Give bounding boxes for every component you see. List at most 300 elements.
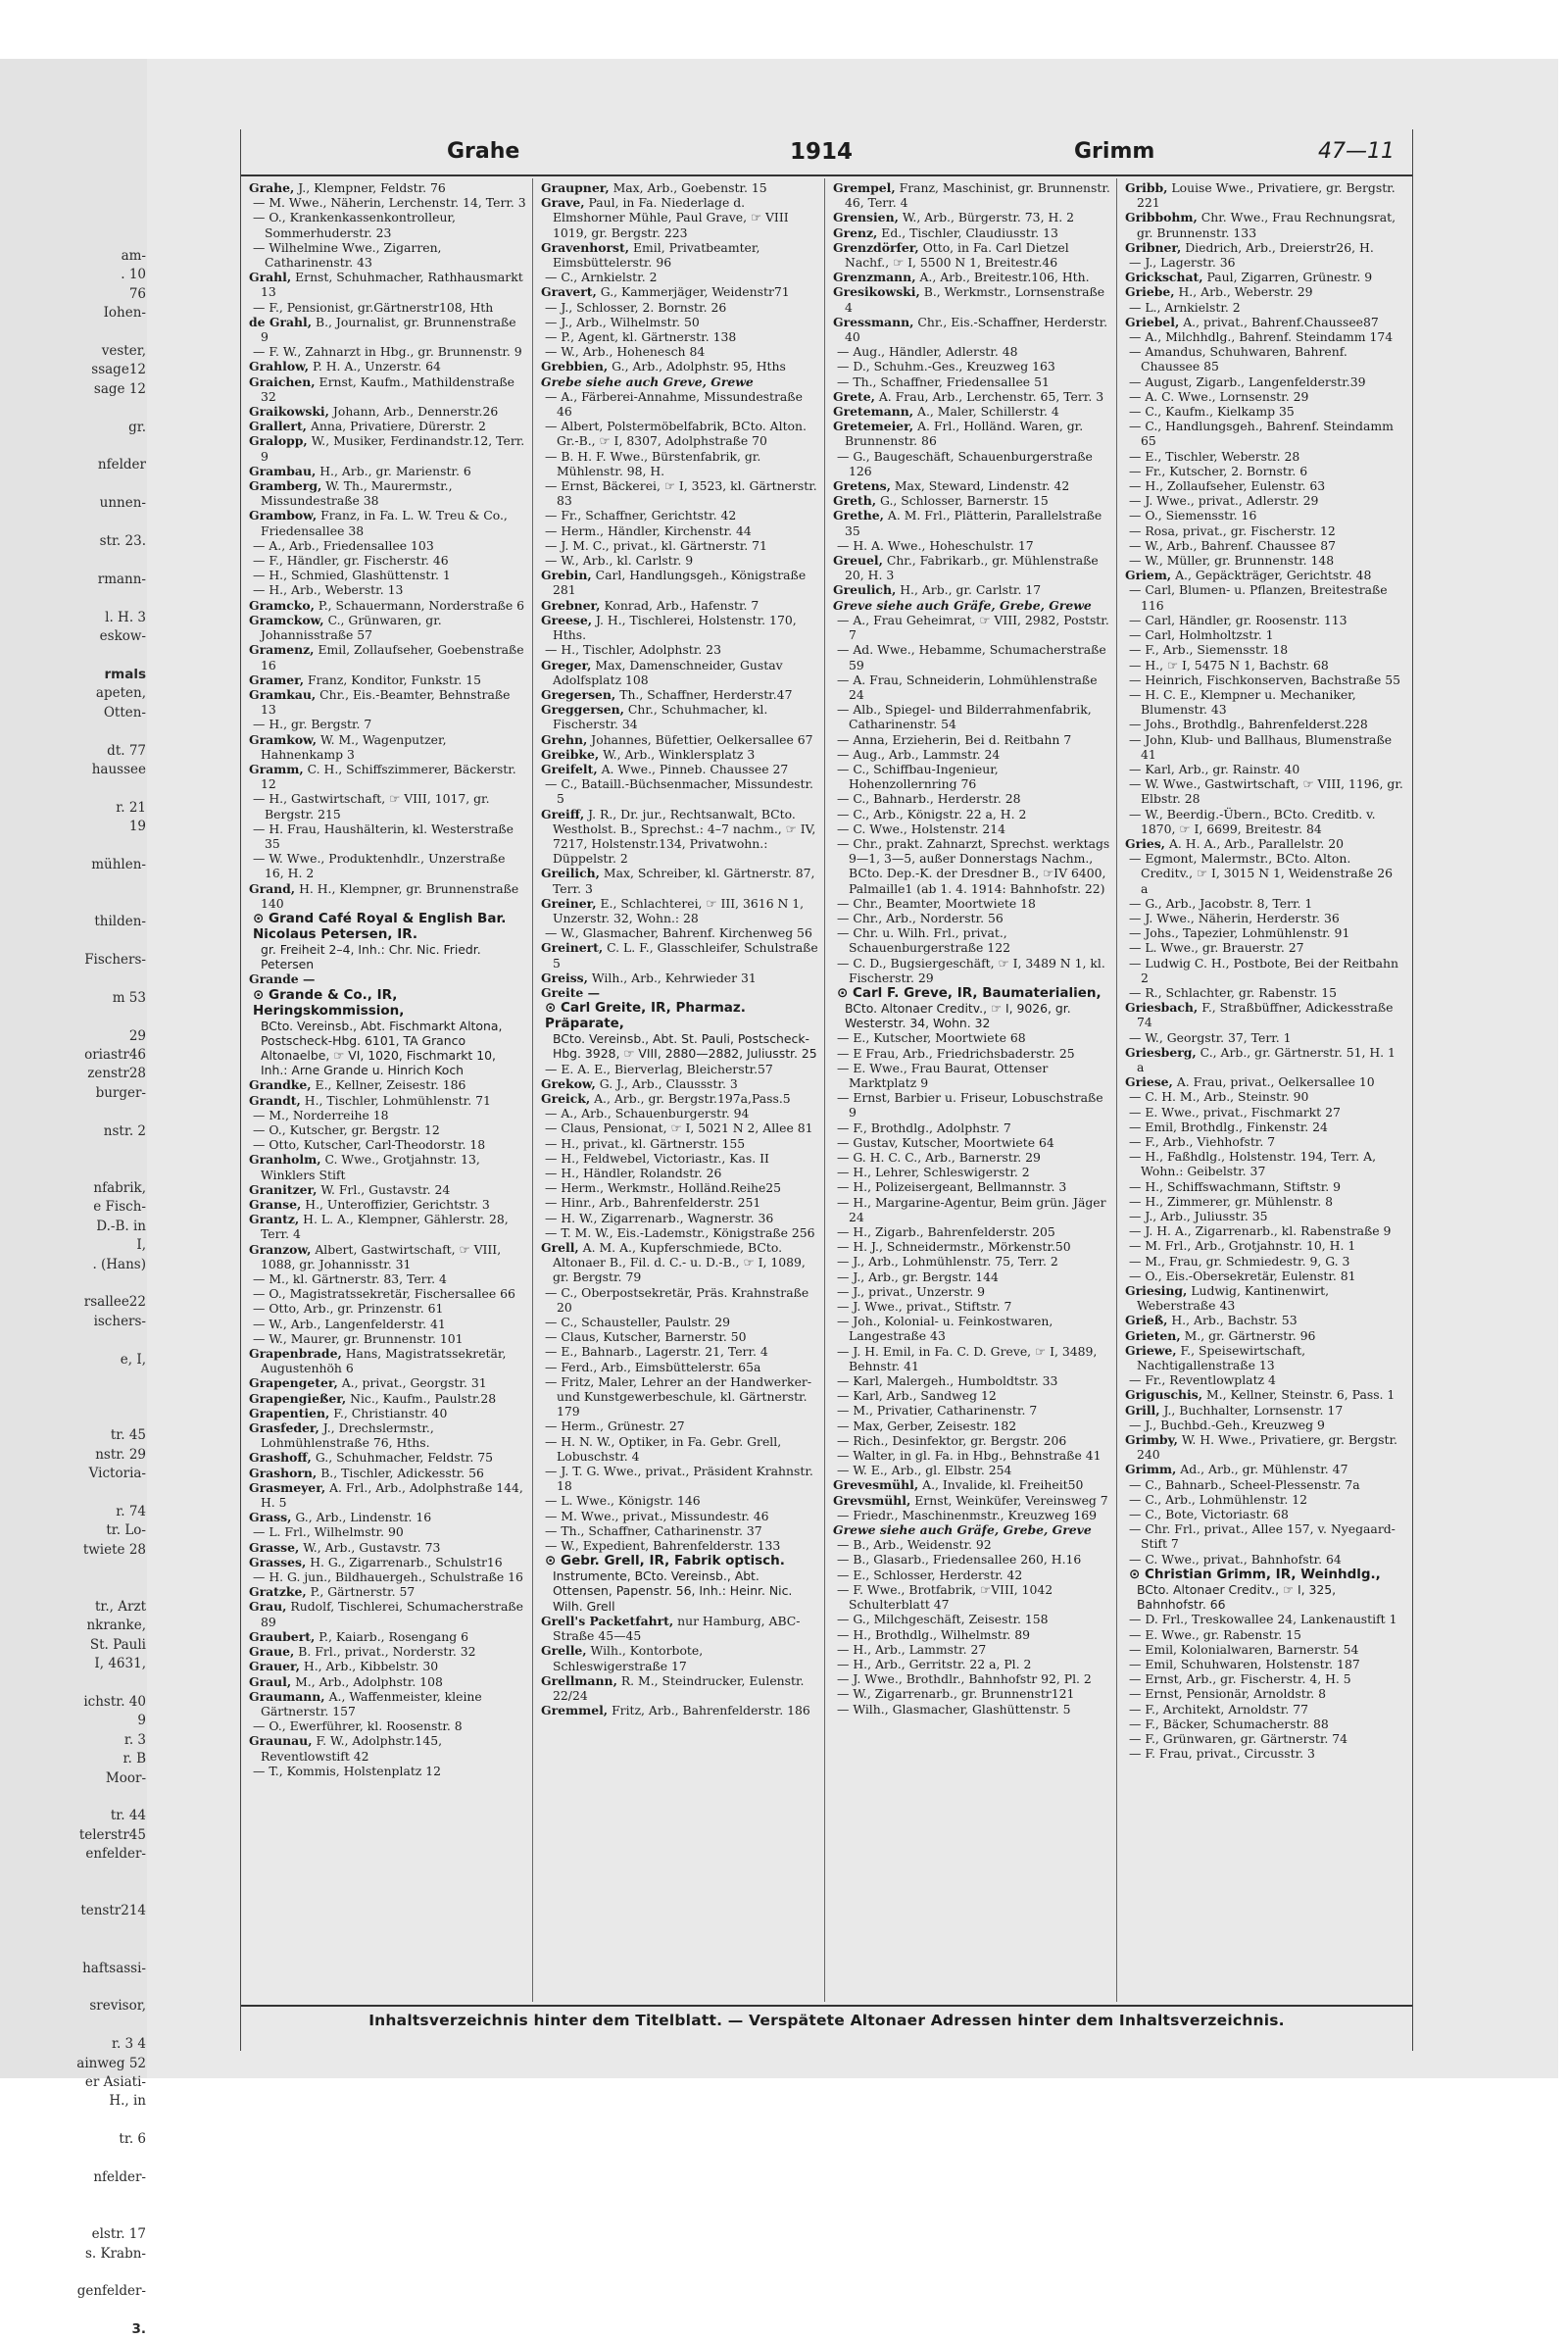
entry-details: G., Schlosser, Barnerstr. 15 — [876, 493, 1049, 509]
directory-entry — [541, 1151, 818, 1166]
directory-entry — [249, 1450, 526, 1465]
entry-details: — L., Arnkielstr. 2 — [1129, 299, 1241, 315]
entry-details: A. Frl., Holländ. Waren, gr. Brunnenstr. 86 — [845, 419, 1084, 449]
directory-entry — [541, 1673, 818, 1703]
directory-entry — [541, 1031, 818, 1061]
directory-entry — [1125, 1477, 1403, 1492]
entry-details: — H., Feldwebel, Victoriastr., Kas. II — [545, 1150, 769, 1166]
entry-details: — F., Arb., Siemensstr. 18 — [1129, 642, 1289, 658]
directory-entry — [833, 449, 1110, 478]
entry-details: — H. C. E., Klempner u. Mechaniker, Blumenstr. 43 — [1129, 686, 1356, 718]
directory-entry — [541, 1211, 818, 1225]
directory-entry — [541, 940, 818, 970]
directory-entry — [833, 911, 1110, 925]
entry-details: — H., Zollaufseher, Eulenstr. 63 — [1129, 478, 1326, 494]
strip-text-fragment: dt. 77 — [107, 742, 146, 759]
entry-surname: Greick, — [541, 1090, 591, 1106]
directory-entry — [541, 1703, 818, 1718]
entry-details: B. Frl., privat., Norderstr. 32 — [294, 1644, 476, 1660]
strip-text-fragment — [0, 1274, 154, 1293]
directory-entry — [249, 1137, 526, 1152]
entry-details: — H. A. Wwe., Hoheschulstr. 17 — [837, 537, 1034, 553]
directory-entry — [833, 1508, 1110, 1522]
directory-entry — [833, 478, 1110, 493]
strip-text-fragment: tenstr214 — [80, 1903, 146, 1919]
strip-text-fragment — [0, 1388, 154, 1407]
directory-entry — [541, 270, 818, 284]
directory-entry — [541, 642, 818, 657]
directory-entry — [249, 538, 526, 553]
entry-details: — W. Wwe., Produktenhdlr., Unzerstraße 16, H. 2 — [253, 851, 506, 881]
entry-details: — J. Wwe., Brothdlr., Bahnhofstr 92, Pl. 2 — [837, 1671, 1092, 1687]
directory-entry — [833, 389, 1110, 404]
entry-surname: Graunau, — [249, 1733, 313, 1749]
directory-entry — [1125, 1149, 1403, 1178]
entry-details: — Anna, Erzieherin, Bei d. Reitbahn 7 — [837, 731, 1072, 747]
directory-entry — [833, 1642, 1110, 1657]
directory-entry — [249, 1569, 526, 1584]
entry-surname: Grasse, — [249, 1539, 300, 1555]
entry-details: — W., Müller, gr. Brunnenstr. 148 — [1129, 553, 1335, 569]
entry-details: — H., Arb., Gerritstr. 22 a, Pl. 2 — [837, 1656, 1032, 1671]
directory-entry — [1125, 1387, 1403, 1402]
directory-entry — [833, 1388, 1110, 1403]
entry-details: — H., Brothdlg., Wilhelmstr. 89 — [837, 1626, 1031, 1642]
entry-details: — Albert, Polstermöbelfabrik, BCto. Alton. Gr.-B., ☞ I, 8307, Adolphstraße 70 — [545, 419, 807, 449]
directory-entry — [249, 1510, 526, 1524]
directory-entry — [249, 987, 526, 1019]
directory-entry — [833, 1552, 1110, 1567]
strip-text-fragment: H., in — [109, 2093, 146, 2110]
strip-text-fragment — [0, 2264, 154, 2282]
directory-entry — [249, 672, 526, 687]
strip-text-fragment: er Asiati- — [84, 2074, 146, 2090]
entry-details: Chr., Eis.-Beamter, Behnstraße 13 — [261, 686, 511, 718]
directory-entry — [1125, 1328, 1403, 1343]
directory-entry — [249, 613, 526, 642]
entry-details: — August, Zigarb., Langenfelderstr.39 — [1129, 373, 1366, 389]
entry-details: — Rosa, privat., gr. Fischerstr. 12 — [1129, 523, 1336, 538]
entry-surname: Gravenhorst, — [541, 239, 630, 255]
directory-entry — [249, 851, 526, 880]
entry-details: — Walter, in gl. Fa. in Hbg., Behnstraße 41 — [837, 1448, 1102, 1464]
entry-surname: Grevesmühl, — [833, 1477, 919, 1493]
directory-entry — [833, 225, 1110, 240]
directory-entry — [833, 985, 1110, 1001]
strip-text-fragment: . (Hans) — [92, 1256, 146, 1272]
directory-entry — [833, 1373, 1110, 1388]
directory-entry — [1125, 896, 1403, 911]
directory-entry — [541, 1240, 818, 1285]
directory-entry — [249, 1197, 526, 1212]
strip-text-fragment — [0, 1369, 154, 1388]
entry-details: — Fritz, Maler, Lehrer an der Handwerker- und Kunstgewerbeschule, kl. Gärtnerstr. 179 — [545, 1373, 812, 1419]
entry-details: — C. H. M., Arb., Steinstr. 90 — [1129, 1089, 1309, 1105]
entry-surname: Gravert, — [541, 284, 597, 300]
strip-text-fragment: tr. 45 — [110, 1427, 146, 1444]
entry-details: — Amandus, Schuhwaren, Bahrenf. Chaussee 85 — [1129, 344, 1348, 374]
entry-details: — F. Wwe., Brotfabrik, ☞VIII, 1042 Schulterblatt 47 — [837, 1581, 1054, 1613]
directory-entry — [1125, 1746, 1403, 1761]
entry-surname: Grill, — [1125, 1402, 1160, 1418]
directory-entry — [541, 1285, 818, 1315]
entry-details: Otto, in Fa. Carl Dietzel Nachf., ☞ I, 5500 N 1, Breitestr.46 — [845, 239, 1069, 271]
entry-details: Emil, Zollaufseher, Goebenstraße 16 — [261, 642, 524, 672]
entry-surname: Graichen, — [249, 373, 316, 389]
directory-entry — [833, 1090, 1110, 1120]
entry-details: G., Schuhmacher, Feldstr. 75 — [311, 1450, 493, 1466]
entry-details: Rudolf, Tischlerei, Schumacherstraße 89 — [261, 1599, 523, 1629]
strip-text-fragment — [0, 437, 154, 456]
directory-entry — [833, 732, 1110, 747]
entry-details: — Johs., Brothdlg., Bahrenfelderst.228 — [1129, 717, 1368, 732]
directory-entry — [1125, 315, 1403, 329]
directory-entry — [1125, 419, 1403, 448]
directory-entry — [833, 1195, 1110, 1224]
entry-surname: Grebbien, — [541, 359, 609, 374]
entry-surname: Grande — — [249, 971, 316, 987]
directory-entry — [249, 478, 526, 508]
entry-details: — C., Bahnarb., Scheel-Plessenstr. 7a — [1129, 1476, 1360, 1492]
entry-surname: Greth, — [833, 493, 877, 509]
entry-surname: Greiff, — [541, 806, 585, 821]
entry-details: J., Buchhalter, Lornsenstr. 17 — [1159, 1402, 1344, 1418]
entry-details: — F. W., Zahnarzt in Hbg., gr. Brunnenstr. 9 — [253, 344, 522, 360]
entry-surname: Graumann, — [249, 1688, 325, 1704]
directory-entry — [541, 762, 818, 776]
strip-text-fragment: rmann- — [97, 571, 146, 587]
entry-details: — H. G. jun., Bildhauergeh., Schulstraße 16 — [253, 1569, 523, 1585]
directory-entry — [1125, 1432, 1403, 1462]
directory-entry — [249, 942, 526, 971]
entry-surname: Gramm, — [249, 761, 304, 776]
directory-entry — [1125, 1313, 1403, 1327]
directory-entry — [249, 433, 526, 463]
directory-entry — [833, 1239, 1110, 1254]
strip-text-fragment — [0, 1483, 154, 1502]
entry-details: — H., Schiffswachmann, Stiftstr. 9 — [1129, 1178, 1342, 1194]
page-header — [241, 129, 1412, 176]
entry-surname: Grenz, — [833, 224, 878, 240]
entry-details: — W., Maurer, gr. Brunnenstr. 101 — [253, 1330, 464, 1346]
entry-details: A. Wwe., Pinneb. Chaussee 27 — [597, 761, 789, 776]
column-3 — [825, 178, 1117, 2002]
entry-details: — Alb., Spiegel- und Bilderrahmenfabrik, Catharinenstr. 54 — [837, 702, 1092, 732]
entry-surname: Griebe, — [1125, 284, 1175, 300]
directory-entry — [1125, 1552, 1403, 1567]
entry-details: — F. Frau, privat., Circusstr. 3 — [1129, 1746, 1315, 1762]
entry-details: — M. Frl., Arb., Grotjahnstr. 10, H. 1 — [1129, 1238, 1356, 1254]
column-1 — [241, 178, 533, 2002]
strip-text-fragment: r. 21 — [116, 799, 146, 816]
directory-entry — [541, 240, 818, 270]
strip-text-fragment — [0, 932, 154, 951]
entry-surname: Grellmann, — [541, 1672, 617, 1688]
directory-entry — [833, 896, 1110, 911]
directory-entry — [833, 598, 1110, 613]
directory-entry — [1125, 1254, 1403, 1269]
strip-text-fragment: 3. — [131, 2321, 146, 2338]
entry-details: A., privat., Bahrenf.Chaussee87 — [1179, 314, 1379, 329]
directory-entry — [1125, 1418, 1403, 1432]
entry-details: — H. W., Zigarrenarb., Wagnerstr. 36 — [545, 1210, 774, 1225]
entry-details: — Hinr., Arb., Bahrenfelderstr. 251 — [545, 1195, 761, 1211]
directory-entry — [1125, 1462, 1403, 1476]
entry-details: F., Straßbüffner, Adickesstraße 74 — [1137, 1000, 1394, 1030]
entry-details: A., Arb., gr. Bergstr.197a,Pass.5 — [590, 1090, 791, 1106]
entry-surname: Granitzer, — [249, 1181, 318, 1197]
header-last-entry: Grimm — [1074, 139, 1155, 164]
strip-text-fragment: 76 — [128, 285, 146, 302]
directory-entry — [541, 538, 818, 553]
directory-entry — [249, 1718, 526, 1733]
directory-entry — [249, 1420, 526, 1450]
directory-entry — [541, 1419, 818, 1433]
strip-text-fragment: haftsassi- — [82, 1960, 146, 1976]
entry-details: F., Christianstr. 40 — [329, 1405, 448, 1420]
entry-surname: Grapengießer, — [249, 1390, 347, 1406]
directory-entry — [249, 359, 526, 373]
entry-details: — Otto, Kutscher, Carl-Theodorstr. 18 — [253, 1137, 486, 1153]
directory-entry — [249, 881, 526, 911]
directory-entry — [1125, 925, 1403, 940]
entry-surname: Gretemann, — [833, 404, 914, 420]
entry-surname: Grau, — [249, 1599, 287, 1615]
directory-entry — [833, 1001, 1110, 1030]
directory-entry — [249, 1331, 526, 1346]
entry-details: — Wilhelmine Wwe., Zigarren, Catharinenstr. 43 — [253, 239, 442, 271]
strip-text-fragment: enfelder- — [85, 1846, 146, 1863]
entry-details: — F., Brothdlg., Adolphstr. 7 — [837, 1120, 1011, 1135]
directory-entry — [541, 359, 818, 373]
entry-details: — A., Milchhdlg., Bahrenf. Steindamm 174 — [1129, 329, 1394, 345]
directory-entry — [1125, 985, 1403, 1000]
entry-details: — A. C. Wwe., Lornsenstr. 29 — [1129, 388, 1309, 404]
entry-details: BCto. Vereinsb., Abt. St. Pauli, Postscheck-Hbg. 3928, ☞ VIII, 2880—2882, Juliusstr. 25 — [553, 1031, 817, 1062]
entry-details: — P., Agent, kl. Gärtnerstr. 138 — [545, 329, 737, 345]
entry-surname: Gries, — [1125, 835, 1165, 851]
directory-entry — [541, 1225, 818, 1240]
directory-entry — [1125, 300, 1403, 315]
directory-entry — [833, 702, 1110, 731]
entry-details: Ernst, Weinküfer, Vereinsweg 7 — [910, 1492, 1108, 1508]
directory-entry — [541, 419, 818, 448]
entry-details: G., Kammerjäger, Weidenstr71 — [596, 284, 790, 300]
directory-entry — [249, 1182, 526, 1197]
entry-details: Chr., Schuhmacher, kl. Fischerstr. 34 — [553, 702, 768, 732]
entry-surname: de Grahl, — [249, 314, 313, 329]
directory-entry — [1125, 1372, 1403, 1387]
directory-entry — [833, 240, 1110, 270]
entry-details: — C., Bahnarb., Herderstr. 28 — [837, 791, 1021, 807]
directory-entry — [249, 791, 526, 821]
directory-entry — [833, 1120, 1110, 1135]
entry-details: — W., Arb., kl. Carlstr. 9 — [545, 553, 694, 569]
directory-entry — [1125, 1702, 1403, 1717]
directory-entry — [833, 1179, 1110, 1194]
directory-entry — [1125, 374, 1403, 389]
directory-entry — [541, 1195, 818, 1210]
directory-entry — [833, 613, 1110, 642]
entry-details: — J. H. A., Zigarrenarb., kl. Rabenstraße 9 — [1129, 1223, 1392, 1239]
directory-entry — [249, 508, 526, 537]
entry-details: — C., Arnkielstr. 2 — [545, 270, 658, 285]
directory-entry — [541, 896, 818, 925]
directory-entry — [249, 1689, 526, 1718]
entry-details: — E., Schlosser, Herderstr. 42 — [837, 1567, 1023, 1582]
strip-text-fragment: r. 3 — [123, 1731, 146, 1748]
entry-details: — Chr. u. Wilh. Frl., privat., Schauenburgerstraße 122 — [837, 925, 1010, 956]
entry-details: — Ernst, Pensionär, Arnoldstr. 8 — [1129, 1686, 1327, 1702]
strip-text-fragment: vester, — [101, 343, 146, 360]
entry-details: — Emil, Schuhwaren, Holstenstr. 187 — [1129, 1656, 1360, 1671]
entry-surname: Gralopp, — [249, 433, 308, 449]
entry-details: — W., Glasmacher, Bahrenf. Kirchenweg 56 — [545, 925, 812, 941]
entry-surname: Greite — — [541, 984, 601, 1000]
entry-details: C. Wwe., Grotjahnstr. 13, Winklers Stift — [261, 1152, 480, 1182]
directory-entry — [249, 374, 526, 404]
directory-entry — [541, 1091, 818, 1106]
directory-entry — [1125, 956, 1403, 985]
directory-entry — [249, 1152, 526, 1181]
strip-text-fragment — [0, 874, 154, 893]
directory-entry — [833, 1030, 1110, 1045]
directory-entry — [541, 747, 818, 762]
entry-details: — J., Arb., Wilhelmstr. 50 — [545, 314, 700, 329]
directory-entry — [541, 1538, 818, 1553]
directory-entry — [1125, 553, 1403, 568]
entry-details: — Otto, Arb., gr. Prinzenstr. 61 — [253, 1301, 444, 1317]
entry-details: — M. Wwe., privat., Missundestr. 46 — [545, 1508, 769, 1523]
directory-entry — [833, 1612, 1110, 1626]
entry-details: P., Schauermann, Norderstraße 6 — [314, 597, 525, 613]
entry-details: — O., Kutscher, gr. Bergstr. 12 — [253, 1121, 440, 1137]
directory-entry — [1125, 807, 1403, 836]
entry-details: Franz, in Fa. L. W. Treu & Co., Friedensallee 38 — [261, 508, 508, 538]
entry-details: — O., Krankenkassenkontrolleur, Sommerhuderstr. 23 — [253, 210, 456, 240]
entry-details: nur Hamburg, ABC-Straße 45—45 — [553, 1613, 801, 1644]
entry-details: W. H. Wwe., Privatiere, gr. Bergstr. 240 — [1137, 1432, 1397, 1463]
directory-entry — [249, 1286, 526, 1301]
entry-details: — Fr., Schaffner, Gerichtstr. 42 — [545, 508, 737, 523]
directory-entry — [249, 1674, 526, 1689]
directory-entry — [833, 553, 1110, 582]
entry-details: H., Arb., Weberstr. 29 — [1174, 284, 1313, 300]
directory-entry — [541, 971, 818, 985]
entry-details: — Fr., Kutscher, 2. Bornstr. 6 — [1129, 463, 1308, 478]
directory-entry — [1125, 1657, 1403, 1671]
entry-details: — Aug., Arb., Lammstr. 24 — [837, 746, 1001, 762]
strip-text-fragment: 9 — [137, 1713, 146, 1729]
directory-entry — [249, 762, 526, 791]
strip-text-fragment: tr., Arzt — [94, 1598, 146, 1615]
directory-entry — [249, 598, 526, 613]
entry-details: — W., Beerdig.-Übern., BCto. Creditb. v. 1870, ☞ I, 6699, Breitestr. 84 — [1129, 806, 1376, 836]
entry-details: — Ferd., Arb., Eimsbüttelerstr. 65a — [545, 1359, 761, 1374]
entry-details: B., Tischler, Adickesstr. 56 — [317, 1465, 484, 1480]
entry-details: — Emil, Kolonialwaren, Barnerstr. 54 — [1129, 1641, 1359, 1657]
directory-entry — [541, 568, 818, 597]
entry-details: — J., privat., Unzerstr. 9 — [837, 1283, 986, 1299]
entry-details: — J., Buchbd.-Geh., Kreuzweg 9 — [1129, 1417, 1325, 1432]
directory-entry — [833, 925, 1110, 955]
entry-details: H., Arb., Kibbelstr. 30 — [299, 1659, 439, 1674]
entry-details: — O., Magistratssekretär, Fischersallee 66 — [253, 1286, 515, 1302]
page-frame — [240, 129, 1413, 2051]
directory-entry — [249, 1733, 526, 1763]
entry-details: — B. H. F. Wwe., Bürstenfabrik, gr. Mühlenstr. 98, H. — [545, 448, 761, 478]
directory-entry — [249, 315, 526, 344]
directory-entry — [249, 1406, 526, 1420]
directory-entry — [833, 1135, 1110, 1150]
directory-entry — [249, 1584, 526, 1599]
directory-entry — [1125, 687, 1403, 717]
directory-entry — [1125, 270, 1403, 284]
strip-text-fragment — [0, 1673, 154, 1692]
directory-entry — [1125, 1120, 1403, 1134]
entry-details: M., Kellner, Steinstr. 6, Pass. 1 — [1202, 1387, 1396, 1403]
entry-details: — R., Schlachter, gr. Rabenstr. 15 — [1129, 984, 1338, 1000]
directory-entry — [1125, 240, 1403, 255]
directory-entry — [833, 538, 1110, 553]
entry-details: H., Arb., Bachstr. 53 — [1167, 1313, 1298, 1328]
entry-details: Ed., Tischler, Claudiusstr. 13 — [877, 224, 1058, 240]
strip-text-fragment: elstr. 17 — [91, 2226, 146, 2243]
strip-text-fragment: genfelder- — [76, 2283, 146, 2300]
entry-surname: Greggersen, — [541, 702, 624, 718]
directory-entry — [833, 1046, 1110, 1061]
entry-details: — H., Margarine-Agentur, Beim grün. Jäger 24 — [837, 1194, 1106, 1224]
entry-surname: Graue, — [249, 1644, 295, 1660]
directory-entry — [833, 344, 1110, 359]
directory-entry — [1125, 538, 1403, 553]
entry-details: W. Th., Maurermstr., Missundestraße 38 — [261, 478, 453, 509]
entry-surname: Grickschat, — [1125, 270, 1203, 285]
strip-text-fragment: Victoria- — [88, 1466, 146, 1481]
entry-surname: Gramer, — [249, 672, 305, 687]
strip-text-fragment — [0, 399, 154, 418]
strip-text-fragment: nfelder- — [93, 2169, 146, 2186]
directory-entry — [541, 1509, 818, 1523]
directory-entry — [249, 1391, 526, 1406]
directory-entry — [1125, 836, 1403, 851]
directory-entry — [833, 1419, 1110, 1433]
entry-details: P. H. A., Unzerstr. 64 — [309, 359, 441, 374]
entry-surname: Gregersen, — [541, 686, 616, 702]
entry-details: W., Arb., Winklersplatz 3 — [599, 746, 756, 762]
entry-details: B., Werkmstr., Lornsenstraße 4 — [845, 284, 1105, 315]
directory-entry — [833, 1537, 1110, 1552]
entry-details: — Chr., prakt. Zahnarzt, Sprechst. werktags 9—1, 3—5, außer Donnerstags Nachm., BCto. Dep.-K. der Dresdner B., ☞IV 6400, Palmaille1 (ab 1. 4. 1914: Bahnhofstr. 22) — [837, 835, 1110, 896]
directory-entry — [1125, 1582, 1403, 1612]
entry-details: ⊙ Grande & Co., IR, Heringskommission, — [253, 986, 405, 1019]
directory-entry — [833, 1299, 1110, 1314]
entry-details: — C. Wwe., privat., Bahnhofstr. 64 — [1129, 1551, 1342, 1567]
directory-entry — [249, 717, 526, 731]
strip-text-fragment: Otten- — [103, 704, 146, 721]
entry-details: A. Frau, privat., Oelkersallee 10 — [1172, 1074, 1375, 1090]
entry-details: — H., Arb., Lammstr. 27 — [837, 1641, 987, 1657]
directory-entry — [541, 284, 818, 299]
entry-details: B., Journalist, gr. Brunnenstraße 9 — [261, 314, 516, 345]
directory-entry — [249, 1555, 526, 1569]
entry-details: — C., Arb., Lohmühlenstr. 12 — [1129, 1491, 1307, 1507]
strip-text-fragment: rmals — [104, 666, 146, 682]
entry-details: — H., Polizeisergeant, Bellmannstr. 3 — [837, 1179, 1067, 1195]
strip-text-fragment: Moor- — [105, 1769, 146, 1786]
directory-entry — [541, 329, 818, 344]
strip-text-fragment: St. Pauli — [89, 1636, 146, 1653]
